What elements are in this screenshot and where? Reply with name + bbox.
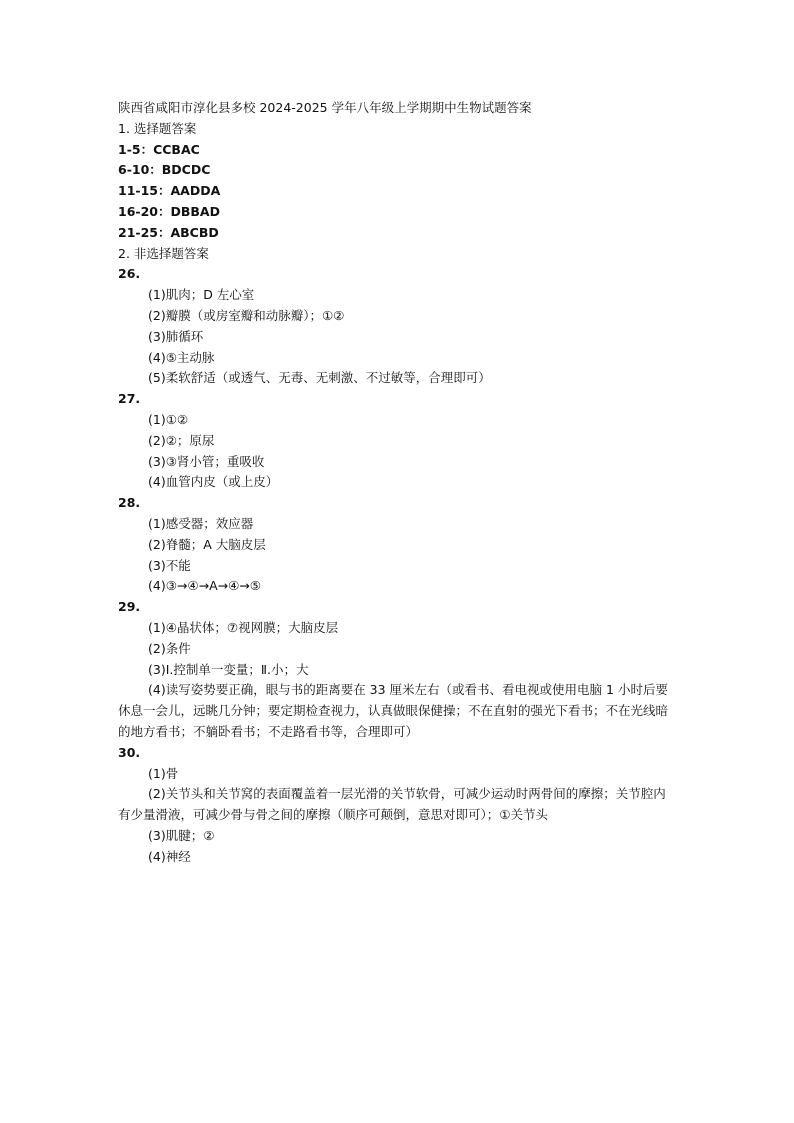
choice-answer-row: 16-20：DBBAD [118,203,220,219]
answer-paragraph: (4)读写姿势要正确，眼与书的距离要在 33 厘米左右（或看书、看电视或使用电脑 1 小时后要休息一会儿，远眺几分钟；要定期检查视力，认真做眼保健操；不在直射的强光下看书；不在光线暗的地方看书；不躺卧看书；不走路看书等，合理即可） [118,682,669,739]
answer-item: (3)肌腱；② [148,827,215,843]
answer-paragraph: (2)关节头和关节窝的表面覆盖着一层光滑的关节软骨，可减少运动时两骨间的摩擦；关节腔内有少量滑液，可减少骨与骨之间的摩擦（顺序可颠倒，意思对即可）；①关节头 [118,786,666,823]
document-title: 陕西省咸阳市淳化县多校 2024-2025 学年八年级上学期期中生物试题答案 [118,100,532,115]
question-number: 27. [118,391,141,407]
question-number: 26. [118,266,141,282]
section-heading-nonchoice: 2. 非选择题答案 [118,245,209,261]
answer-item: (4)⑤主动脉 [148,349,215,365]
answer-item: (1)肌肉；D 左心室 [148,287,255,303]
answer-item: (3)不能 [148,557,191,573]
answer-content [118,98,678,867]
answer-item: (1)感受器；效应器 [148,515,254,531]
choice-answer-row: 6-10：BDCDC [118,162,211,178]
answer-item: (4)血管内皮（或上皮） [148,474,279,490]
answer-item: (2)②；原尿 [148,432,215,448]
section-heading-choice: 1. 选择题答案 [118,120,197,136]
question-number: 29. [118,599,141,615]
answer-item: (2)脊髓；A 大脑皮层 [148,536,266,552]
answer-item: (1)④晶状体；⑦视网膜；大脑皮层 [148,619,339,635]
choice-answer-row: 11-15：AADDA [118,183,221,199]
answer-item: (3)③肾小管；重吸收 [148,453,265,469]
answer-item: (3)肺循环 [148,328,204,344]
answer-item: (3)Ⅰ.控制单一变量；Ⅱ.小；大 [148,661,309,677]
answer-item: (4)③→④→A→④→⑤ [148,578,261,594]
answer-item: (2)瓣膜（或房室瓣和动脉瓣）；①② [148,307,345,323]
answer-item: (4)神经 [148,848,191,864]
answer-item: (1)①② [148,411,189,427]
choice-answer-row: 1-5：CCBAC [118,141,200,157]
question-number: 30. [118,744,141,760]
question-number: 28. [118,495,141,511]
choice-answer-row: 21-25：ABCBD [118,224,219,240]
answer-item: (2)条件 [148,640,191,656]
answer-item: (1)骨 [148,765,179,781]
answer-item: (5)柔软舒适（或透气、无毒、无刺激、不过敏等，合理即可） [148,370,491,386]
